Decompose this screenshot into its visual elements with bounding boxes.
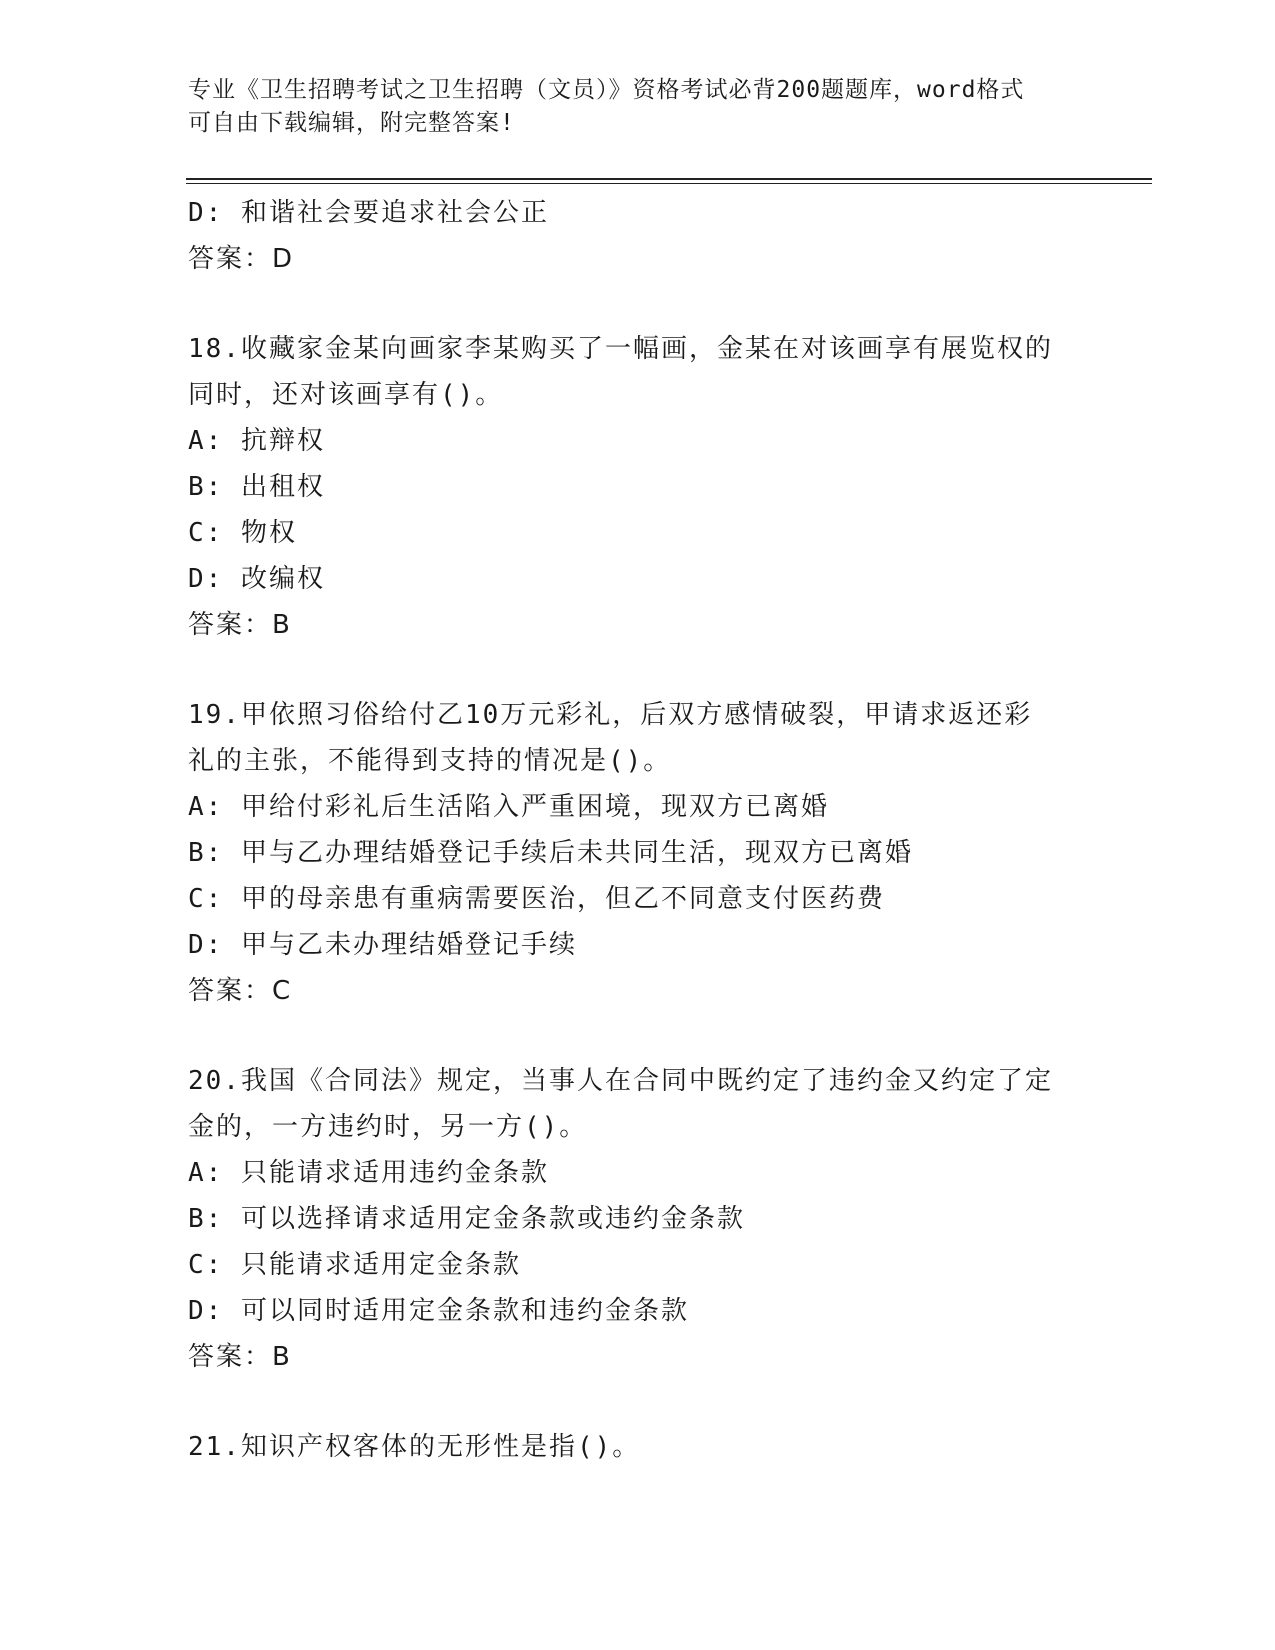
option-a: A: 只能请求适用违约金条款 [188, 1158, 549, 1188]
option-d: D: 可以同时适用定金条款和违约金条款 [188, 1296, 689, 1326]
question-text-line-2: 礼的主张，不能得到支持的情况是()。 [188, 746, 672, 776]
option-b: B: 可以选择请求适用定金条款或违约金条款 [188, 1204, 745, 1234]
question-19 [188, 692, 1088, 1014]
question-text-line-1: 18.收藏家金某向画家李某购买了一幅画，金某在对该画享有展览权的 [188, 334, 1053, 364]
answer-line: 答案：D [188, 244, 295, 274]
option-c: C: 甲的母亲患有重病需要医治，但乙不同意支付医药费 [188, 884, 885, 914]
header-divider-thin [186, 183, 1152, 184]
question-text-line-1: 20.我国《合同法》规定，当事人在合同中既约定了违约金又约定了定 [188, 1066, 1053, 1096]
question-text-line-1: 19.甲依照习俗给付乙10万元彩礼，后双方感情破裂，甲请求返还彩 [188, 700, 1033, 730]
document-header [188, 74, 1068, 140]
option-d: D: 改编权 [188, 564, 325, 594]
question-text-line-2: 同时，还对该画享有()。 [188, 380, 504, 410]
spacer [188, 1014, 1088, 1058]
option-c: C: 物权 [188, 518, 297, 548]
option-a: A: 抗辩权 [188, 426, 325, 456]
previous-question-tail [188, 190, 1088, 282]
spacer [188, 648, 1088, 692]
spacer [188, 1380, 1088, 1424]
header-divider-thick [186, 178, 1152, 180]
option-d: D: 甲与乙未办理结婚登记手续 [188, 930, 577, 960]
option-d: D: 和谐社会要追求社会公正 [188, 198, 549, 228]
question-list [188, 190, 1088, 1470]
option-c: C: 只能请求适用定金条款 [188, 1250, 521, 1280]
question-21 [188, 1424, 1088, 1470]
question-18 [188, 326, 1088, 648]
question-text-line-1: 21.知识产权客体的无形性是指()。 [188, 1432, 641, 1462]
option-a: A: 甲给付彩礼后生活陷入严重困境，现双方已离婚 [188, 792, 829, 822]
header-line-1: 专业《卫生招聘考试之卫生招聘（文员）》资格考试必背200题题库，word格式 [188, 77, 1025, 103]
option-b: B: 甲与乙办理结婚登记手续后未共同生活，现双方已离婚 [188, 838, 913, 868]
option-b: B: 出租权 [188, 472, 325, 502]
answer-line: 答案：C [188, 976, 293, 1006]
spacer [188, 282, 1088, 326]
answer-line: 答案：B [188, 1342, 292, 1372]
question-text-line-2: 金的，一方违约时，另一方()。 [188, 1112, 588, 1142]
question-20 [188, 1058, 1088, 1380]
header-line-2: 可自由下载编辑，附完整答案! [188, 110, 515, 136]
answer-line: 答案：B [188, 610, 292, 640]
